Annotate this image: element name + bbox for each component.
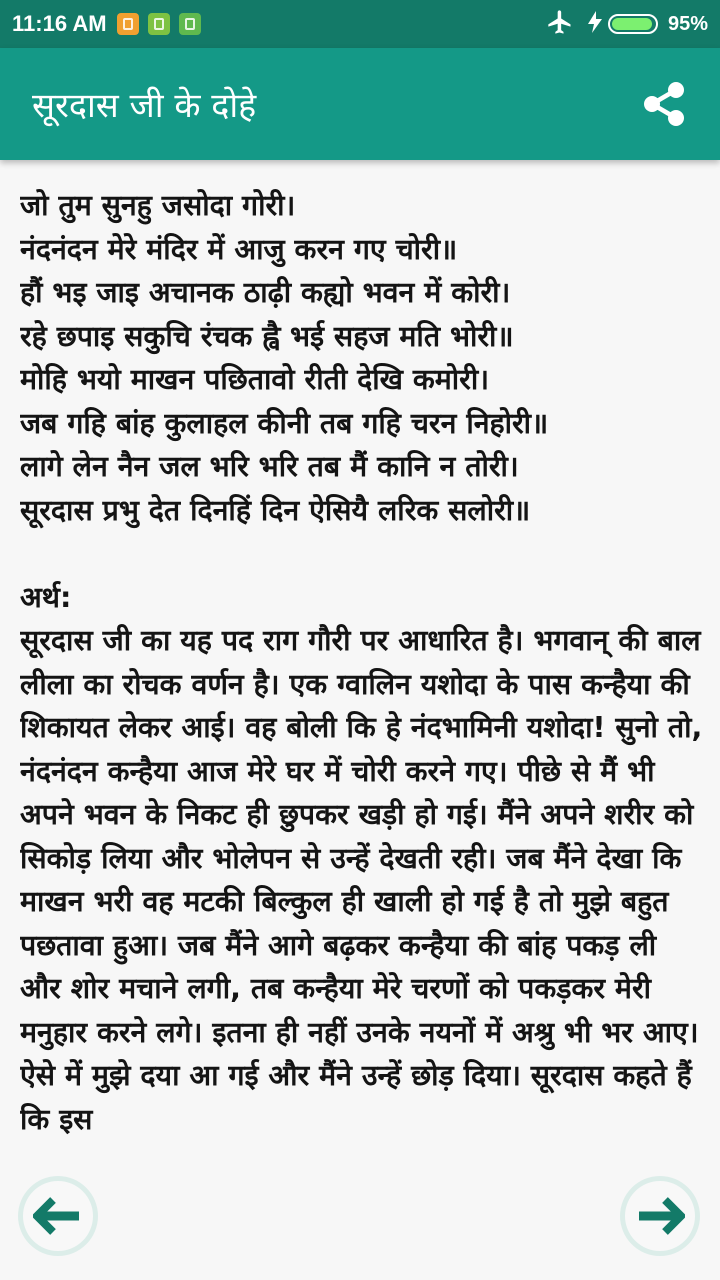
arrow-left-icon: [33, 1196, 83, 1236]
app-title: सूरदास जी के दोहे: [32, 86, 257, 126]
poem-line: जो तुम सुनहु जसोदा गोरी।: [20, 189, 296, 222]
battery-indicator: [608, 14, 658, 34]
poem-line: नंदनंदन मेरे मंदिर में आजु करन गए चोरी॥: [20, 232, 458, 266]
status-time: 11:16 AM: [12, 11, 107, 36]
spacer: [20, 532, 704, 576]
share-button[interactable]: [636, 76, 692, 132]
poem-line: लागे लेन नैन जल भरि भरि तब मैं कानि न तोरी।: [20, 450, 519, 483]
android-notification-icon: [179, 13, 201, 35]
poem-line: जब गहि बांह कुलाहल कीनी तब गहि चरन निहोरी॥: [20, 406, 549, 440]
doha-content: [20, 184, 704, 1264]
meaning-text: सूरदास जी का यह पद राग गौरी पर आधारित है। भगवान् की बाल लीला का रोचक वर्णन है। एक ग्वालिन यशोदा के पास कन्हैया की शिकायत लेकर आई। वह बोली कि हे नंदभामिनी यशोदा! सुनो तो, नंदनंदन कन्हैया आज मेरे घर में चोरी करने गए। पीछे से मैं भी अपने भवन के निकट ही छुपकर खड़ी हो गई। मैंने अपने शरीर को सिकोड़ लिया और भोलेपन से उन्हें देखती रही। जब मैंने देखा कि माखन भरी वह मटकी बिल्कुल ही खाली हो गई है तो मुझे बहुत पछतावा हुआ। जब मैंने आगे बढ़कर कन्हैया की बांह पकड़ ली और शोर मचाने लगी, तब कन्हैया मेरे चरणों को पकड़कर मेरी मनुहार करने लगे। इतना ही नहीं उनके नयनों में अश्रु भी भर आए। ऐसे में मुझे दया आ गई और मैंने उन्हें छोड़ दिया। सूरदास कहते हैं कि इस: [20, 624, 703, 1136]
meaning-heading: अर्थ:: [20, 580, 72, 614]
battery-fill: [612, 18, 652, 30]
status-bar: [0, 0, 720, 48]
battery-notification-icon: [148, 13, 170, 35]
previous-button[interactable]: [18, 1176, 98, 1256]
app-toolbar: [0, 48, 720, 160]
share-icon: [639, 79, 689, 129]
airplane-mode-icon: [546, 8, 574, 40]
poem-line: रहे छपाइ सकुचि रंचक ह्वै भई सहज मति भोरी॥: [20, 319, 514, 353]
status-indicators: [546, 8, 708, 40]
charging-icon: [588, 11, 602, 37]
arrow-right-icon: [635, 1196, 685, 1236]
next-button[interactable]: [620, 1176, 700, 1256]
poem-line: सूरदास प्रभु देत दिनहिं दिन ऐसियै लरिक सलोरी॥: [20, 493, 531, 527]
battery-percent: 95%: [667, 12, 708, 35]
poem-line: हौं भइ जाइ अचानक ठाढ़ी कह्यो भवन में कोरी।: [20, 276, 511, 309]
poem-line: मोहि भयो माखन पछितावो रीती देखि कमोरी।: [20, 363, 490, 396]
app-notification-icon: [117, 13, 139, 35]
